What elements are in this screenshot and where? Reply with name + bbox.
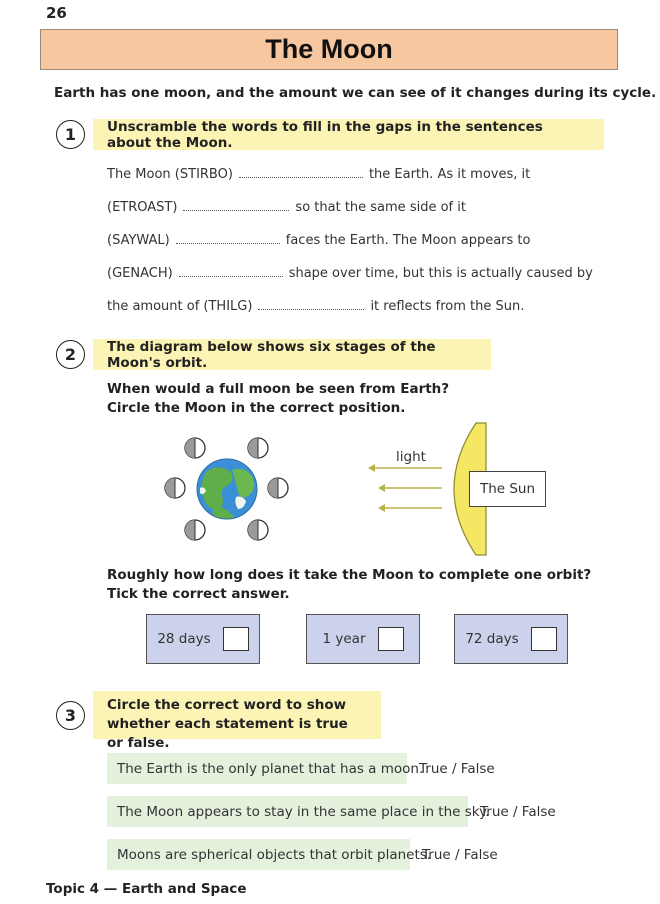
q1-line-3-after: faces the Earth. The Moon appears to — [285, 233, 531, 248]
moon-right[interactable] — [268, 478, 288, 498]
question-3-number: 3 — [56, 701, 85, 730]
moon-top-right[interactable] — [248, 438, 268, 458]
page-title: The Moon — [265, 34, 393, 64]
q1-line-3-before: (SAYWAL) — [107, 233, 170, 248]
q1-line-5-before: the amount of (THILG) — [107, 299, 253, 314]
option-72-days-label: 72 days — [465, 631, 519, 647]
light-label: light — [396, 449, 426, 465]
option-28-days[interactable] — [146, 614, 260, 664]
statement-1 — [107, 753, 424, 784]
statement-3-true-false[interactable]: True / False — [422, 847, 498, 863]
question-1-instruction-text: Unscramble the words to fill in the gaps in the sentences about the Moon. — [107, 118, 543, 151]
q2-orbit-question-line-2: Tick the correct answer. — [107, 586, 290, 602]
q1-line-2-before: (ETROAST) — [107, 200, 178, 215]
option-1-year-tickbox[interactable] — [378, 627, 404, 651]
q1-line-5-after: it reflects from the Sun. — [370, 299, 525, 314]
moon-left[interactable] — [165, 478, 185, 498]
option-72-days[interactable] — [454, 614, 568, 664]
statement-1-true-false[interactable]: True / False — [419, 761, 495, 777]
question-1-number: 1 — [56, 120, 85, 149]
question-2-number: 2 — [56, 340, 85, 369]
option-28-days-label: 28 days — [157, 631, 211, 647]
q2-orbit-question-line-1: Roughly how long does it take the Moon to complete one orbit? — [107, 567, 592, 583]
sun-label: The Sun — [469, 471, 546, 507]
statement-1-text: The Earth is the only planet that has a moon. — [117, 760, 424, 777]
option-1-year[interactable] — [306, 614, 420, 664]
q1-line-2-after: so that the same side of it — [295, 200, 466, 215]
q2-circle-question-line-2: Circle the Moon in the correct position. — [107, 400, 406, 416]
q2-orbit-question — [107, 566, 591, 604]
q2-circle-question-line-1: When would a full moon be seen from Earth? — [107, 381, 450, 397]
statement-2-true-false[interactable]: True / False — [480, 804, 556, 820]
statement-3-text: Moons are spherical objects that orbit planets. — [117, 846, 432, 863]
moon-bottom-left[interactable] — [185, 520, 205, 540]
option-1-year-label: 1 year — [322, 631, 366, 647]
footer-topic: Topic 4 — Earth and Space — [46, 881, 247, 897]
statement-2 — [107, 796, 490, 827]
light-arrows — [368, 464, 442, 512]
q1-line-1-after: the Earth. As it moves, it — [368, 167, 531, 182]
moon-bottom-right[interactable] — [248, 520, 268, 540]
option-28-days-tickbox[interactable] — [223, 627, 249, 651]
q1-line-4-after: shape over time, but this is actually caused by — [288, 266, 593, 281]
question-3-instruction — [93, 691, 381, 751]
intro-text: Earth has one moon, and the amount we can see of it changes during its cycle. — [54, 85, 657, 101]
earth-icon — [197, 459, 257, 523]
statement-3 — [107, 839, 432, 870]
question-2-instruction-text: The diagram below shows six stages of the Moon's orbit. — [107, 338, 436, 371]
moon-top-left[interactable] — [185, 438, 205, 458]
question-3-instruction-line-2: whether each statement is true or false. — [107, 716, 348, 751]
option-72-days-tickbox[interactable] — [531, 627, 557, 651]
page-number: 26 — [46, 4, 67, 22]
q1-line-1-before: The Moon (STIRBO) — [107, 167, 233, 182]
question-3-instruction-line-1: Circle the correct word to show — [107, 697, 347, 713]
statement-2-text: The Moon appears to stay in the same place in the sky. — [117, 803, 490, 820]
q1-line-4-before: (GENACH) — [107, 266, 173, 281]
